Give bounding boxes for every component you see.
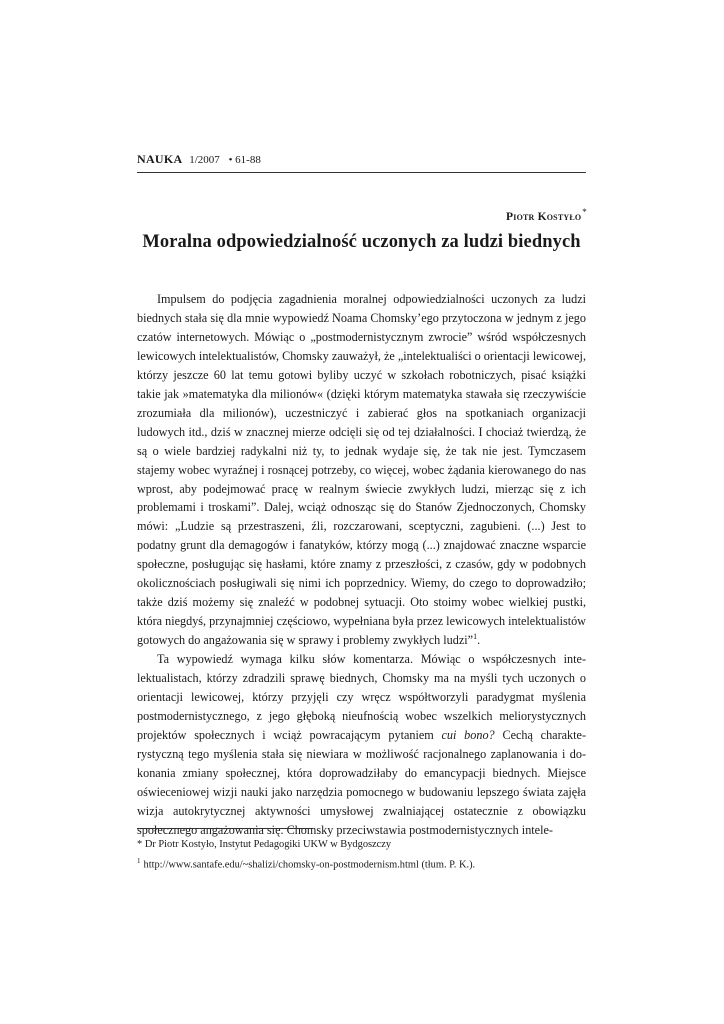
footnote-star-mark: * — [137, 839, 143, 850]
footnotes — [137, 836, 586, 873]
article-title: Moralna odpowiedzialność uczonych za ludzi biednych — [142, 232, 581, 252]
paragraph-1 — [137, 290, 586, 650]
footnote-rule — [137, 828, 313, 829]
header-rule — [137, 172, 586, 173]
paragraph-2 — [137, 650, 586, 840]
page-range: 61-88 — [235, 154, 261, 166]
footnote-1-text: http://www.santafe.edu/~shalizi/chomsky-on-postmodernism.html (tłum. P. K.). — [143, 859, 476, 871]
paragraph-2-rest: Cechą charakterystyczną tego myślenia stała się niewiara w możliwość racjonalnego zaplanowania i dokonania zmiany społecznej, która doprowadziłaby do emancypacji biednych. Miejsce oświeceniowej wizji nauki jako narzędzia pomocnego w budowaniu lepszego świata zajęła wizja autokrytycznej aktywności umysłowej zwalniającej ostatecznie z obowiązku społecznego angażowania się. Chomsky przeciwstawia postmodernistycznych intele- — [137, 727, 586, 837]
paragraph-1-text: Impulsem do podjęcia zagadnienia moralnej odpowiedzialności uczonych za ludzi biednych stała się dla mnie wypowiedź Noama Chomsky’ego przytoczona w jednym z jego czatów internetowych. Mówiąc o „postmodernistycznym zwrocie” wśród współczesnych lewicowych intelektualistów, Chomsky zauważył, że „intelektualiści o orientacji lewicowej, którzy jeszcze 60 lat temu gotowi byliby uczyć w szkołach robotniczych, pisać książki takie jak »matematyka dla milionów« (dzięki którym matematyka stawała się rzeczywiście zrozumiała dla milionów), uczestniczyć i zabierać głos na spotkaniach organizacji ludowych itd., dziś w znacznej mierze odcięli się od tej działalności. I chociaż twierdzą, że są o wiele bardziej radykalni niż ty, to jednak wydaje się, że tak nie jest. Tymczasem stajemy wobec wyraźnej i rosnącej potrzeby, co więcej, wobec żądania kierowanego do nas wprost, aby podejmować pracę w realnym świecie zwykłych ludzi, mierząc się z ich problemami i troskami”. Dalej, wciąż odnosząc się do Stanów Zjednoczonych, Chomsky mówi: „Ludzie są przestraszeni, źli, rozczarowani, sceptyczni, zagubieni. (...) Jest to podatny grunt dla demagogów i fanatyków, którzy mogą (...) znajdować znaczne wsparcie społeczne, posługując się hasłami, które znamy z przeszłości, z czasów, gdy w podobnych okolicznościach posługiwali się nimi ich poprzednicy. Wiemy, do czego to doprowadziło; także dziś możemy się znaleźć w podobnej sytuacji. Oto stoimy wobec wielkiej pustki, która niegdyś, przynajmniej częściowo, wypełniana była przez lewicowych intelektualistów gotowych do angażowania się w sprawy i problemy zwykłych ludzi” — [137, 292, 586, 648]
footnote-author-text: Dr Piotr Kostyło, Instytut Pedagogiki UKW w Bydgoszczy — [144, 839, 392, 850]
footnote-1 — [137, 853, 586, 873]
latin-phrase: cui bono? — [441, 727, 495, 742]
author-name — [506, 207, 587, 223]
footnote-ref-1: 1 — [473, 632, 478, 642]
journal-issue: 1/2007 — [189, 154, 220, 166]
article-body — [137, 290, 586, 840]
paragraph-2-text: Ta wypowiedź wymaga kilku słów komentarza. Mówiąc o współczesnych intelektualistach, którzy zdradzili sprawę biednych, Chomsky ma na myśli tych uczonych o orientacji lewicowej, którzy przyjęli czy wręcz współtworzyli paradygmat myślenia postmodernistycznego, z jego głęboką nieufnością wobec wszelkich meliorystycznych projektów społecznych i wciąż powracającym pytaniem — [137, 652, 586, 742]
header-bullet: • — [228, 154, 233, 166]
running-header — [137, 152, 585, 167]
footnote-author — [137, 836, 586, 853]
journal-name: NAUKA — [137, 152, 183, 166]
author-footnote-mark: * — [582, 207, 587, 217]
footnote-1-mark: 1 — [137, 857, 141, 865]
paragraph-1-end: . — [477, 633, 481, 648]
author-name-text: Piotr Kostyło — [506, 210, 582, 223]
